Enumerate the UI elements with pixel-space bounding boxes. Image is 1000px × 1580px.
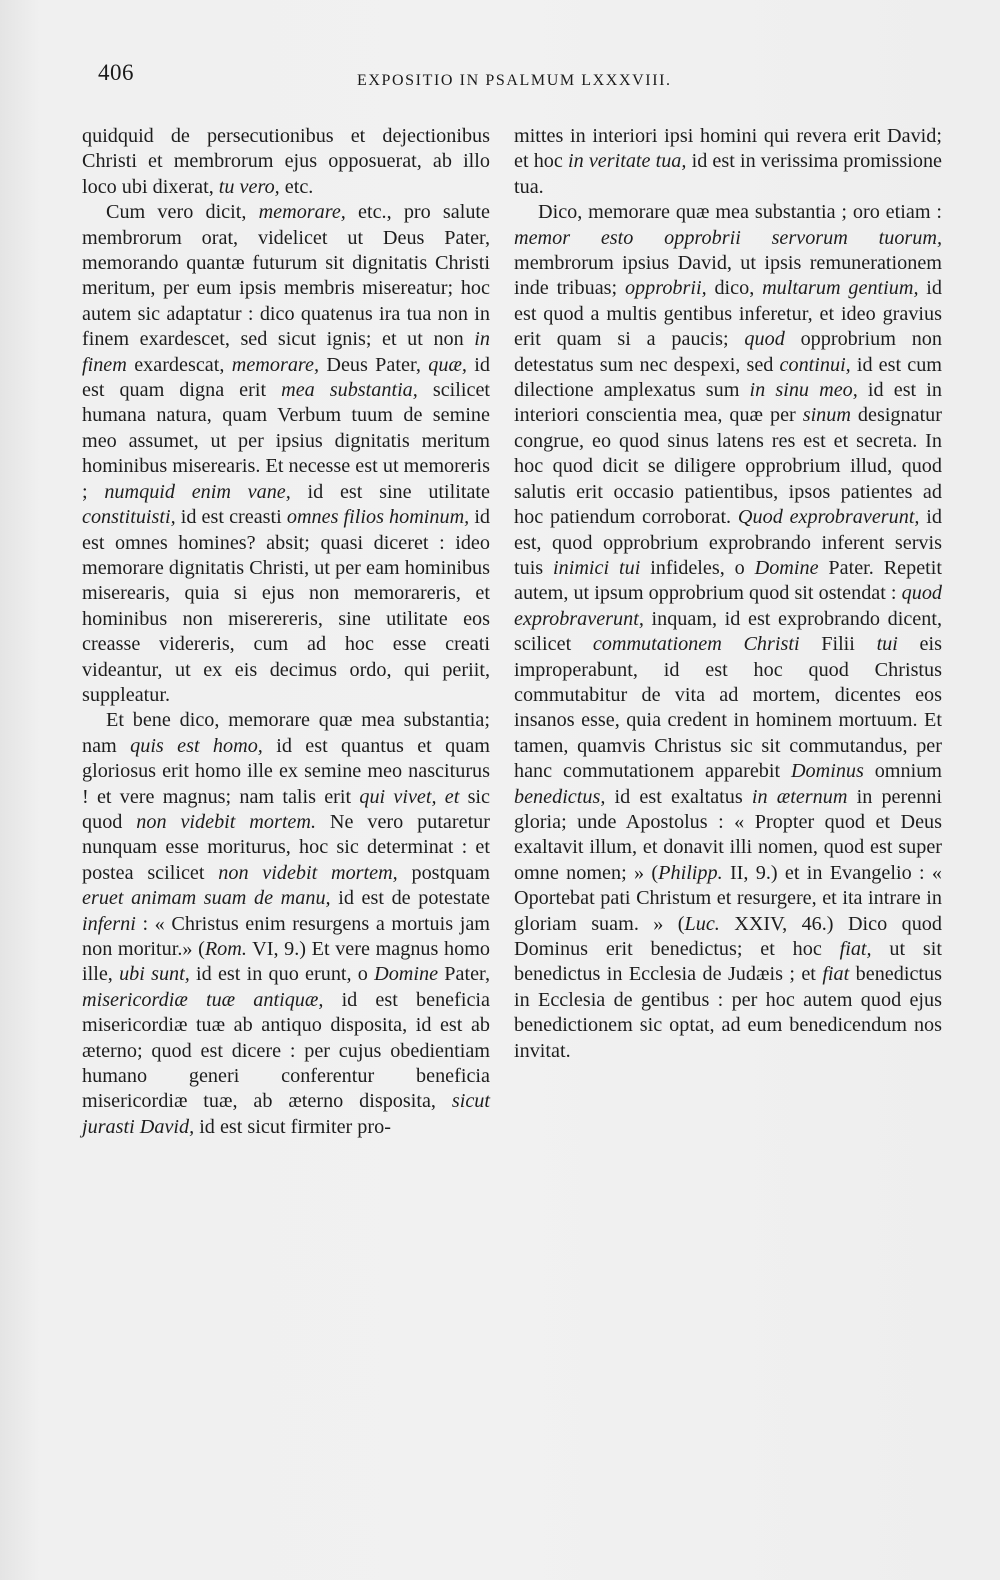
- text-run: id est exaltatus: [605, 785, 752, 808]
- text-run: id est in verissima promissione tua.: [514, 150, 943, 198]
- text-run: VI, 9.) Et vere magnus homo ille,: [82, 938, 490, 986]
- italic-text-run: quæ,: [428, 353, 467, 376]
- italic-text-run: numquid enim vane,: [104, 480, 291, 503]
- italic-text-run: quis est homo,: [130, 734, 263, 757]
- italic-text-run: sinum: [802, 404, 851, 427]
- italic-text-run: sicut jurasti David,: [82, 1090, 490, 1138]
- text-run: id est cum dilectione amplexatus sum: [514, 353, 942, 402]
- paragraph: [82, 200, 490, 708]
- text-run: scilicet humana natura, quam Verbum tuum de semine meo assumet, ut per ipsius dignitatis meritum hominibus miserearis. Et necesse est ut memoreris ;: [82, 379, 491, 503]
- italic-text-run: Domine: [754, 556, 819, 579]
- italic-text-run: commutationem Christi: [592, 633, 800, 656]
- text-run: dico,: [706, 277, 763, 300]
- italic-text-run: tui: [876, 633, 898, 656]
- paragraph: [82, 708, 490, 1140]
- text-run: id est in quo erunt, o: [189, 963, 375, 986]
- text-run: Filii: [799, 633, 877, 656]
- text-run: II, 9.) et in Evangelio : « Oportebat pati Christum et resurgere, et ita intrare in gloriam suam. » (: [514, 861, 942, 935]
- italic-text-run: memorare,: [258, 201, 346, 224]
- italic-text-run: Luc.: [684, 912, 720, 935]
- running-title: EXPOSITIO IN PSALMUM LXXXVIII.: [357, 72, 672, 89]
- text-run: : « Christus enim resurgens a mortuis jam non moritur.» (: [82, 912, 490, 960]
- italic-text-run: in æternum: [751, 785, 848, 808]
- text-run: id est beneficia misericordiæ tuæ ab antiquo disposita, id est ab æterno; quod est dicere : per cujus obedientiam humano generi conferentur beneficia misericordiæ tuæ, ab æterno disposita,: [82, 988, 490, 1113]
- text-run: id est omnes homines? absit; quasi diceret : ideo memorare dignitatis Christi, ut per eam hominibus miserearis, quia si ejus non memorareris, et hominibus non miserereris, sine utilitate eos creasse videreris, cum ad hoc esse creati videantur, ut ex eis decimus ordo, qui periit, suppleatur.: [82, 506, 491, 706]
- text-run: id est sine utilitate: [290, 480, 490, 503]
- italic-text-run: in veritate tua,: [567, 150, 687, 173]
- text-run: sic quod: [82, 785, 490, 833]
- text-run: postquam: [397, 861, 490, 884]
- italic-text-run: ubi sunt,: [119, 963, 190, 986]
- text-run: infideles, o: [640, 556, 755, 579]
- italic-text-run: memorare,: [231, 353, 320, 376]
- text-run: Deus Pater,: [319, 353, 429, 376]
- text-run: Cum vero dicit,: [106, 201, 259, 224]
- text-run: mittes in interiori ipsi homini qui revera erit David; et hoc: [514, 125, 942, 173]
- italic-text-run: multarum gentium,: [762, 277, 919, 300]
- text-run: Ne vero putaretur nunquam esse moriturus, hoc sic determinat : et postea scilicet: [82, 810, 491, 884]
- paragraph: [514, 200, 942, 1064]
- text-run: etc.: [279, 175, 314, 198]
- page-number: 406: [98, 60, 134, 85]
- italic-text-run: inimici tui: [553, 556, 641, 579]
- text-run: id est in interiori conscientia mea, quæ per: [514, 379, 942, 427]
- italic-text-run: fiat: [822, 963, 850, 986]
- italic-text-run: Quod exprobraverunt,: [737, 506, 920, 529]
- italic-text-run: memor esto opprobrii servorum tuorum,: [514, 226, 942, 249]
- italic-text-run: quod exprobraverunt,: [514, 582, 942, 630]
- italic-text-run: Philipp.: [658, 861, 723, 884]
- paragraph: [514, 124, 942, 200]
- italic-text-run: eruet animam suam de manu,: [82, 887, 331, 910]
- text-run: inquam, id est exprobrando dicent, scilicet: [514, 607, 942, 656]
- italic-text-run: qui vivet, et: [359, 785, 460, 808]
- text-run: id est, quod opprobrium exprobrando inferent servis tuis: [514, 506, 942, 579]
- italic-text-run: mea substantia,: [281, 379, 418, 402]
- text-run: designatur congrue, eo quod sinus latens res est et secreta. In hoc quod dicit se diligere opprobrium illud, quod salutis erit occasio patientibus, ipsos patientes ad hoc patiendum corroborat.: [514, 404, 943, 529]
- italic-text-run: Rom.: [204, 938, 247, 960]
- italic-text-run: non videbit mortem.: [136, 810, 317, 833]
- text-run: in perenni gloria; unde Apostolus : « Propter quod et Deus exaltavit illum, et donavit illi nomen, quod est super omne nomen; » (: [514, 785, 942, 884]
- text-run: membrorum ipsius David, ut ipsis remunerationem inde tribuas;: [514, 252, 942, 300]
- italic-text-run: inferni: [82, 912, 136, 935]
- text-run: etc., pro salute membrorum orat, videlicet ut Deus Pater, memorando quantæ futurum sit dignitatis Christi meritum, per eum ipsis membris misereatur; hoc autem sic adaptatur : dico quatenus ira tua non in finem exardescet, sed sicut ignis; et ut non: [82, 201, 490, 351]
- text-run: ut sit benedictus in Ecclesia de Judæis ; et: [514, 938, 942, 986]
- italic-text-run: in finem: [82, 328, 490, 376]
- text-run: Et bene dico, memorare quæ mea substantia; nam: [82, 709, 490, 757]
- text-run: quidquid de persecutionibus et dejectionibus Christi et membrorum ejus opposuerat, ab illo loco ubi dixerat,: [82, 125, 490, 198]
- italic-text-run: constituisti,: [82, 506, 176, 529]
- text-run: id est quam digna erit: [82, 353, 490, 402]
- text-run: Pater,: [438, 963, 490, 986]
- italic-text-run: in sinu meo,: [749, 379, 858, 402]
- text-run: id est quod a multis gentibus inferetur, et ideo gravius erit quam si a paucis;: [514, 277, 943, 351]
- italic-text-run: tu vero,: [218, 175, 280, 198]
- right-text-column: [514, 124, 942, 1064]
- text-run: id est quantus et quam gloriosus erit homo ille ex semine meo nasciturus ! et vere magnus; nam talis erit: [82, 734, 490, 808]
- paragraph: [82, 124, 490, 200]
- text-run: id est sicut firmiter pro-: [194, 1115, 391, 1138]
- italic-text-run: omnes filios hominum,: [286, 506, 470, 529]
- text-run: eis improperabunt, id est hoc quod Christus commutabitur de vita ad mortem, dicentes eos insanos esse, quia credent in hominem mortuum. Et tamen, quamvis Christus sic sit commutandus, per hanc commutationem apparebit: [514, 633, 942, 783]
- italic-text-run: fiat,: [839, 938, 872, 960]
- italic-text-run: continui,: [779, 353, 851, 376]
- italic-text-run: opprobrii,: [624, 277, 707, 300]
- text-run: Dico, memorare quæ mea substantia ; oro etiam :: [538, 201, 942, 224]
- italic-text-run: quod: [744, 328, 785, 351]
- italic-text-run: Domine: [374, 963, 439, 986]
- text-run: opprobrium non detestatus sum nec despexi, sed: [514, 328, 942, 376]
- italic-text-run: Dominus: [790, 760, 864, 783]
- text-run: id est de potestate: [330, 887, 490, 910]
- text-run: omnium: [863, 760, 943, 783]
- italic-text-run: benedictus,: [514, 785, 606, 808]
- italic-text-run: misericordiæ tuæ antiquæ,: [82, 988, 324, 1011]
- text-run: XXIV, 46.) Dico quod Dominus erit benedictus; et hoc: [514, 912, 942, 960]
- text-run: exardescat,: [126, 353, 232, 376]
- text-run: id est creasti: [175, 506, 287, 529]
- italic-text-run: non videbit mortem,: [218, 861, 398, 884]
- left-text-column: [82, 124, 490, 1140]
- text-run: benedictus in Ecclesia de gentibus : per hoc autem quod ejus benedictionem sic optat, ad eum benedicendum nos invitat.: [514, 963, 942, 1062]
- text-run: Pater. Repetit autem, ut ipsum opprobrium quod sit ostendat :: [514, 556, 943, 605]
